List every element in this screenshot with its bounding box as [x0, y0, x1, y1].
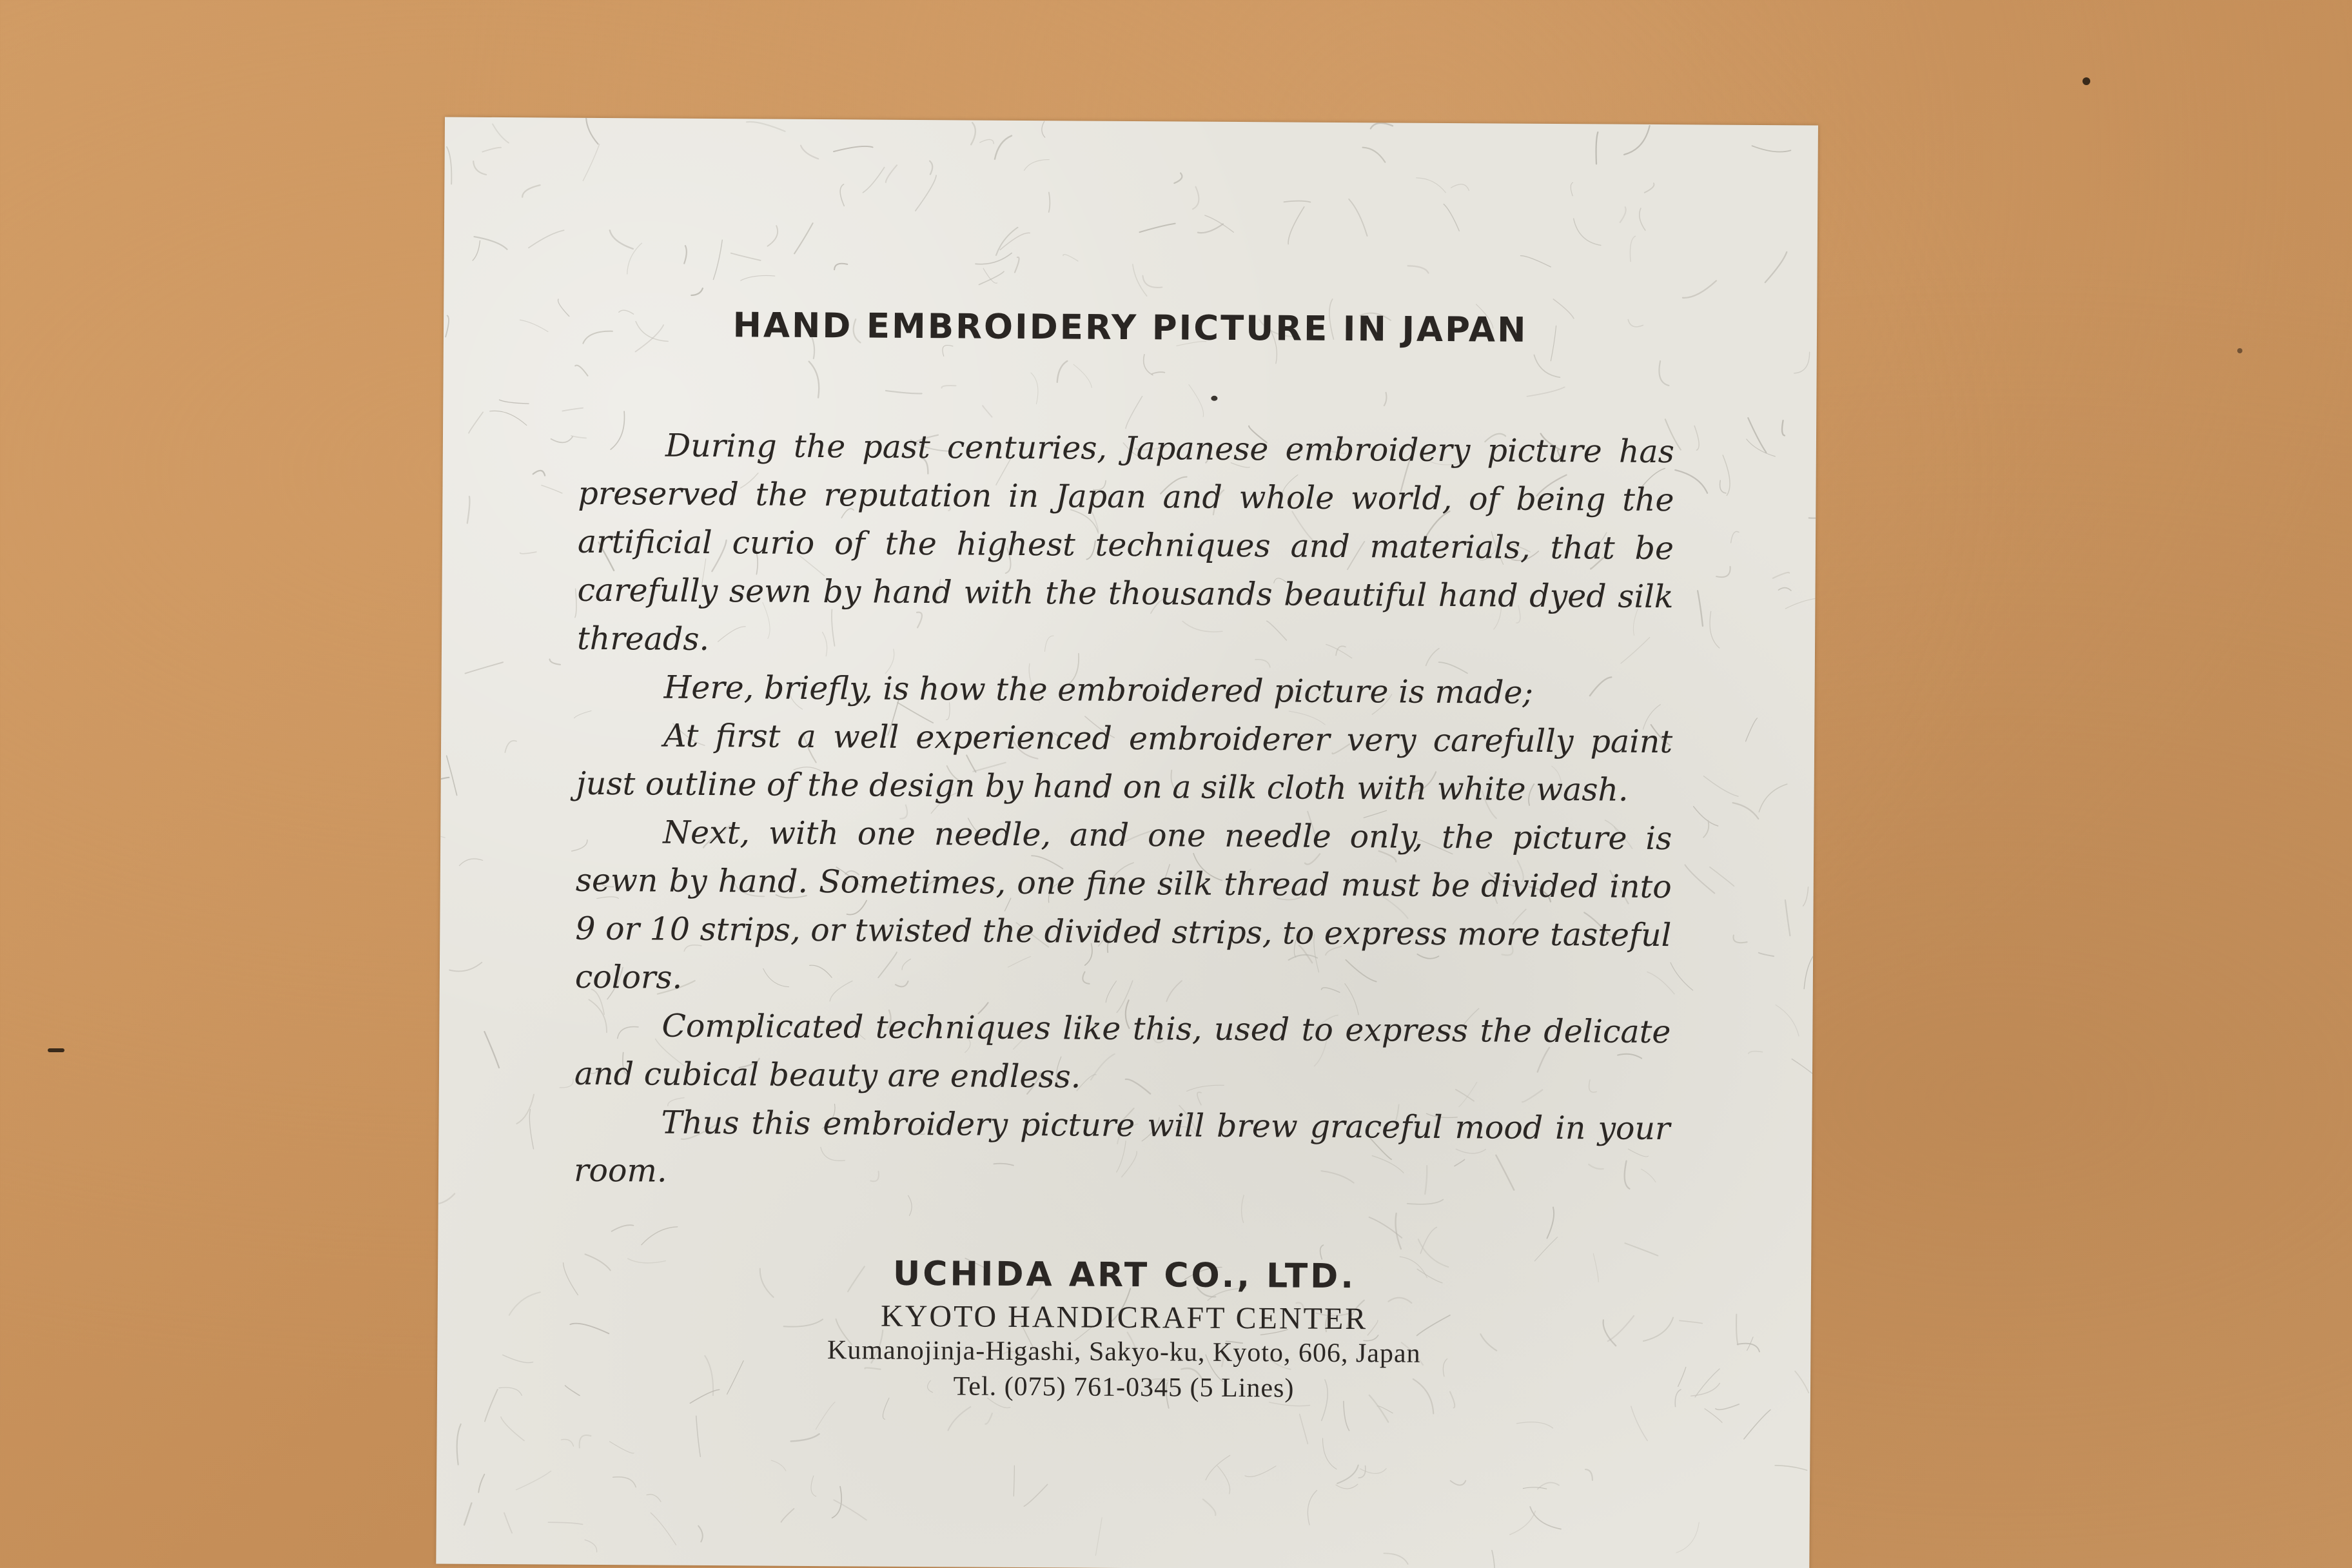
- paper-fiber: [942, 386, 956, 388]
- paper-fiber: [1000, 233, 1030, 250]
- paper-fiber: [1694, 426, 1699, 451]
- paper-fiber: [1731, 531, 1739, 543]
- paper-fiber: [1659, 361, 1669, 386]
- paper-fiber: [975, 253, 1012, 264]
- paper-fiber: [1198, 224, 1223, 233]
- paragraph: During the past centuries, Japanese embroidery picture has preserved the reputation in Japan and whole world, of being the artificial curio of the highest techniques and materials, that be carefully sewn by hand with the thousands beautiful hand dyed silk threads.: [576, 427, 1675, 658]
- paper-fiber: [1698, 591, 1703, 626]
- paper-fiber: [1645, 183, 1654, 193]
- paper-fiber: [1408, 266, 1429, 273]
- paper-fiber: [585, 1540, 597, 1552]
- paper-fiber: [1710, 867, 1734, 887]
- paper-fiber: [516, 1471, 551, 1490]
- paper-fiber: [493, 124, 509, 142]
- paper-fiber: [504, 1513, 512, 1533]
- paper-fiber: [985, 1413, 992, 1424]
- paper-fiber: [948, 1407, 970, 1431]
- paper-fiber: [520, 552, 536, 554]
- board-speck: [2082, 77, 2090, 85]
- paper-fiber: [995, 135, 1012, 159]
- paper-fiber: [482, 148, 501, 152]
- paper-fiber: [811, 1476, 816, 1496]
- paragraph: Thus this embroidery picture will brew graceful mood in your room.: [573, 1104, 1671, 1190]
- paper-fiber: [469, 412, 483, 433]
- paper-fiber: [1284, 201, 1310, 202]
- paper-fiber: [466, 662, 504, 674]
- paper-fiber: [1063, 255, 1078, 261]
- paper-fiber: [1809, 505, 1818, 518]
- paragraph: Complicated techniques like this, used to express the delicate and cubical beauty are endless.: [574, 1007, 1671, 1095]
- paper-fiber: [1095, 1518, 1102, 1556]
- paper-fiber: [1140, 223, 1175, 232]
- paper-fiber: [1792, 1059, 1814, 1075]
- paragraph: Next, with one needle, and one needle only, the picture is sewn by hand. Sometimes, one fine silk thread must be divided into 9 or 10 strips, or twisted the divided strips, to express more tasteful colors.: [574, 814, 1672, 996]
- paper-fiber: [1308, 1490, 1317, 1525]
- paper-fiber: [1042, 121, 1045, 137]
- paper-fiber: [1676, 1522, 1699, 1553]
- paper-fiber: [886, 391, 922, 393]
- paper-fiber: [1703, 776, 1738, 797]
- paper-fiber: [713, 240, 722, 279]
- paper-fiber: [1420, 1227, 1436, 1253]
- paper-fiber: [1203, 1499, 1216, 1515]
- paper-fiber: [983, 268, 997, 283]
- paper-fiber: [1752, 146, 1790, 152]
- paper-fiber: [840, 184, 844, 206]
- paper-fiber: [484, 1032, 499, 1068]
- paper-fiber: [1241, 1195, 1244, 1223]
- paper-fiber: [691, 288, 703, 295]
- paper-fiber: [647, 1494, 661, 1502]
- paper-fiber: [908, 1195, 912, 1215]
- paper-fiber: [834, 264, 847, 270]
- paper-fiber: [1152, 372, 1165, 374]
- paper-fiber: [1585, 1469, 1592, 1480]
- paper-fiber: [522, 185, 540, 197]
- paper-fiber: [1640, 208, 1645, 230]
- paper-fiber: [1451, 1480, 1466, 1485]
- paper-fiber: [436, 777, 449, 790]
- paper-fiber: [1776, 1005, 1799, 1036]
- paper-fiber: [560, 1079, 573, 1088]
- paper-fiber: [575, 589, 576, 617]
- paper-fiber: [794, 223, 812, 253]
- paper-fiber: [1804, 954, 1814, 988]
- paper-fiber: [1778, 587, 1791, 591]
- paper-fiber: [1344, 1401, 1349, 1430]
- paper-fiber: [549, 659, 560, 664]
- paper-fiber: [575, 366, 588, 376]
- document-body: [574, 421, 1674, 1201]
- paper-fiber: [478, 1475, 484, 1493]
- paper-fiber: [1205, 215, 1234, 232]
- paper-fiber: [834, 1500, 867, 1520]
- paper-fiber: [586, 117, 598, 144]
- paper-fiber: [886, 165, 897, 182]
- paper-fiber: [1534, 1237, 1557, 1262]
- paper-fiber: [1384, 1553, 1408, 1564]
- paper-fiber: [1620, 207, 1626, 222]
- paper-fiber: [1371, 123, 1393, 129]
- paper-fiber: [1142, 276, 1162, 288]
- paper-fiber: [1624, 126, 1650, 155]
- paper-fiber: [467, 496, 470, 523]
- paper-fiber: [1631, 1406, 1647, 1440]
- paper-fiber: [1384, 393, 1387, 406]
- paper-fiber: [1710, 611, 1720, 648]
- paper-fiber: [1349, 199, 1367, 236]
- paper-fiber: [1732, 803, 1758, 819]
- paper-fiber: [1288, 207, 1304, 244]
- paper-fiber: [1803, 887, 1808, 906]
- paper-fiber: [1049, 192, 1050, 212]
- paper-fiber: [501, 1417, 525, 1441]
- paper-fiber: [1671, 963, 1693, 990]
- paper-fiber: [561, 1439, 573, 1446]
- paper-fiber: [1534, 355, 1560, 378]
- paper-fiber: [1133, 264, 1147, 296]
- paper-fiber: [529, 230, 564, 248]
- paper-fiber: [1720, 480, 1726, 493]
- ink-mark: [1211, 396, 1217, 401]
- paper-fiber: [1395, 1213, 1401, 1249]
- paper-fiber: [741, 275, 775, 280]
- paper-fiber: [1630, 236, 1635, 261]
- paper-fiber: [1510, 1511, 1536, 1535]
- paper-fiber: [1024, 1484, 1047, 1506]
- paper-fiber: [979, 271, 1004, 285]
- paper-fiber: [1775, 1465, 1807, 1471]
- paper-fiber: [1336, 1484, 1358, 1489]
- paper-fiber: [548, 1522, 582, 1524]
- paper-fiber: [1685, 865, 1714, 893]
- paragraph: At first a well experienced embroiderer very carefully paint just outline of the design by hand on a silk cloth with white wash.: [576, 717, 1673, 808]
- paper-fiber: [490, 411, 527, 425]
- paper-fiber: [816, 1402, 835, 1429]
- paper-fiber: [781, 1509, 794, 1522]
- paper-fiber: [1523, 1487, 1546, 1489]
- paper-fiber: [1716, 567, 1730, 578]
- paper-fiber: [1773, 573, 1789, 578]
- paper-fiber: [1705, 1409, 1722, 1422]
- paper-fiber: [971, 122, 975, 144]
- paper-fiber: [696, 1416, 700, 1456]
- paper-fiber: [609, 1442, 634, 1453]
- paper-fiber: [1217, 1466, 1230, 1494]
- paper-fiber: [1746, 718, 1758, 741]
- paper-fiber: [1407, 1199, 1444, 1204]
- paper-fiber: [1527, 387, 1565, 397]
- paper-fiber: [1759, 953, 1774, 956]
- paper-fiber: [916, 175, 936, 211]
- paper-fiber: [1538, 1482, 1559, 1489]
- paper-fiber: [996, 228, 1018, 256]
- center-name: KYOTO HANDICRAFT CENTER: [880, 1298, 1368, 1337]
- paper-fiber: [684, 246, 687, 263]
- paper-fiber: [529, 1110, 534, 1149]
- paper-fiber: [1174, 173, 1182, 183]
- paper-fiber: [1299, 1414, 1308, 1444]
- paper-fiber: [1416, 178, 1446, 193]
- paper-fiber: [1785, 598, 1818, 609]
- company-name: UCHIDA ART CO., LTD.: [892, 1254, 1357, 1297]
- paper-fiber: [1625, 1243, 1658, 1256]
- paper-fiber: [436, 835, 445, 838]
- paper-fiber: [1571, 182, 1573, 196]
- paper-fiber: [731, 253, 761, 260]
- paragraph: Here, briefly, is how the embroidered picture is made;: [663, 669, 1534, 711]
- paper-fiber: [562, 408, 583, 411]
- company-address: Kumanojinja-Higashi, Sakyo-ku, Kyoto, 606, Japan: [827, 1335, 1421, 1369]
- paper-fiber: [834, 146, 873, 152]
- paper-fiber: [457, 1424, 461, 1465]
- paper-fiber: [865, 1368, 880, 1369]
- paper-fiber: [1520, 256, 1551, 267]
- paper-fiber: [459, 859, 482, 866]
- paper-fiber: [1245, 1466, 1276, 1477]
- board-speck: [48, 1048, 64, 1052]
- company-telephone: Tel. (075) 761-0345 (5 Lines): [953, 1371, 1295, 1404]
- info-card: [436, 117, 1818, 1568]
- paper-fiber: [642, 1226, 678, 1245]
- paper-fiber: [1530, 1507, 1561, 1529]
- paper-fiber: [801, 146, 819, 159]
- paper-fiber: [473, 240, 480, 260]
- paper-fiber: [464, 1503, 471, 1525]
- paper-fiber: [1765, 252, 1787, 283]
- paper-fiber: [613, 1477, 636, 1487]
- paper-fiber: [1444, 204, 1460, 231]
- paper-fiber: [1360, 1468, 1386, 1473]
- paper-fiber: [1733, 936, 1747, 943]
- paper-fiber: [612, 1225, 634, 1231]
- paper-fiber: [930, 161, 932, 175]
- paper-fiber: [1573, 219, 1601, 245]
- paper-fiber: [983, 406, 992, 416]
- paper-fiber: [980, 139, 994, 143]
- paper-fiber: [768, 226, 778, 246]
- paper-fiber: [863, 167, 884, 193]
- paper-fiber: [1193, 187, 1199, 210]
- paper-fiber: [473, 161, 486, 175]
- paper-fiber: [1031, 373, 1039, 404]
- paper-fiber: [1189, 385, 1204, 417]
- paper-fiber: [1073, 364, 1092, 387]
- paper-fiber: [610, 230, 633, 249]
- paper-fiber: [1748, 418, 1767, 453]
- paper-fiber: [651, 1513, 676, 1545]
- paper-fiber: [1322, 1438, 1337, 1469]
- paper-fiber: [580, 1435, 591, 1448]
- paper-fiber: [1492, 1551, 1495, 1568]
- paper-fiber: [1794, 352, 1810, 373]
- paper-fiber: [1206, 1455, 1230, 1480]
- paper-fiber: [516, 1094, 534, 1124]
- paper-fiber: [583, 144, 599, 181]
- paper-fiber: [1782, 420, 1785, 435]
- paper-fiber: [943, 345, 953, 356]
- paper-fiber: [1749, 1052, 1763, 1054]
- paper-fiber: [747, 122, 785, 132]
- paper-fiber: [1358, 1465, 1366, 1478]
- document-title: HAND EMBROIDERY PICTURE IN JAPAN: [732, 306, 1528, 350]
- board-speck: [2237, 348, 2242, 353]
- paper-fiber: [1015, 257, 1019, 273]
- paper-fiber: [1744, 1409, 1770, 1439]
- paper-fiber: [771, 1460, 786, 1471]
- paper-fiber: [1547, 1207, 1554, 1238]
- paper-fiber: [1516, 1422, 1553, 1427]
- paper-fiber: [1683, 280, 1716, 298]
- paper-fiber: [1144, 355, 1153, 375]
- paper-fiber: [1337, 1465, 1358, 1484]
- paper-fiber: [499, 400, 529, 404]
- paper-fiber: [1057, 361, 1068, 382]
- paper-fiber: [1675, 470, 1707, 493]
- paper-fiber: [1747, 439, 1776, 456]
- paper-fiber: [1596, 132, 1598, 164]
- paper-fiber: [1759, 784, 1787, 812]
- paper-fiber: [447, 147, 452, 184]
- paper-fiber: [832, 1487, 842, 1518]
- paper-fiber: [1024, 159, 1050, 170]
- paper-fiber: [698, 1526, 703, 1542]
- paper-fiber: [808, 362, 819, 398]
- paper-fiber: [551, 436, 573, 442]
- paper-fiber: [436, 1193, 455, 1204]
- paper-fiber: [1723, 455, 1730, 495]
- paper-fiber: [1362, 148, 1385, 162]
- paper-fiber: [1703, 821, 1709, 838]
- paper-fiber: [446, 756, 457, 795]
- paper-fiber: [1693, 807, 1718, 826]
- paper-fiber: [1785, 900, 1790, 936]
- paper-fiber: [533, 471, 545, 476]
- paper-fiber: [449, 962, 482, 971]
- paper-fiber: [1451, 184, 1469, 191]
- paper-fiber: [505, 741, 516, 752]
- paper-fiber: [542, 485, 562, 493]
- paper-fiber: [791, 1434, 819, 1442]
